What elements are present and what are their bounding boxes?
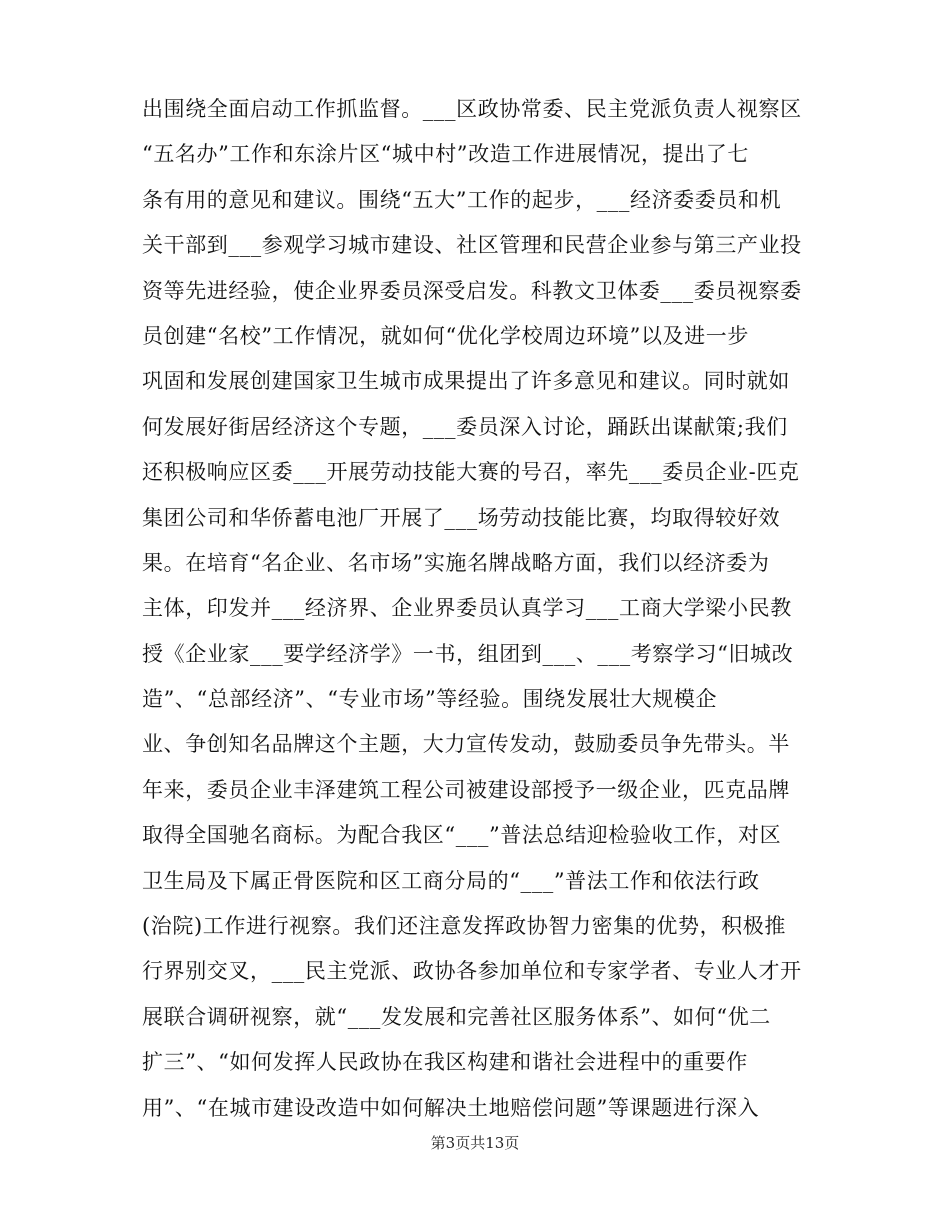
text-line: 出围绕全面启动工作抓监督。___区政协常委、民主党派负责人视察区	[142, 97, 802, 121]
text-line: 展联合调研视察，就“___发发展和完善社区服务体系”、如何“优二	[142, 1004, 771, 1029]
text-line: 年来，委员企业丰泽建筑工程公司被建设部授予一级企业，匹克品牌	[142, 777, 790, 802]
text-line: 还积极响应区委___开展劳动技能大赛的号召，率先___委员企业-匹克	[142, 460, 800, 485]
text-line: 授《企业家___要学经济学》一书，组团到___、___考察学习“旧城改	[142, 641, 794, 666]
text-line: 员创建“名校”工作情况，就如何“优化学校周边环境”以及进一步	[142, 323, 749, 348]
text-line: 业、争创知名品牌这个主题，大力宣传发动，鼓励委员争先带头。半	[142, 732, 790, 757]
text-line: 行界别交叉，___民主党派、政协各参加单位和专家学者、专业人才开	[142, 959, 802, 984]
text-line: “五名办”工作和东涂片区“城中村”改造工作进展情况，提出了七	[142, 142, 749, 167]
text-line: 巩固和发展创建国家卫生城市成果提出了许多意见和建议。同时就如	[142, 369, 790, 394]
text-line: 果。在培育“名企业、名市场”实施名牌战略方面，我们以经济委为	[142, 550, 770, 575]
text-line: 条有用的意见和建议。围绕“五大”工作的起步，___经济委委员和机	[142, 187, 782, 212]
body-paragraph	[142, 87, 822, 1131]
text-line: 用”、“在城市建设改造中如何解决土地赔偿问题”等课题进行深入	[142, 1095, 760, 1120]
text-line: (治院)工作进行视察。我们还注意发挥政协智力密集的优势，积极推	[142, 914, 786, 939]
page-number-footer: 第3页共13页	[430, 1134, 520, 1152]
text-line: 关干部到___参观学习城市建设、社区管理和民营企业参与第三产业投	[142, 233, 802, 258]
text-line: 何发展好街居经济这个专题，___委员深入讨论，踊跃出谋献策;我们	[142, 414, 788, 439]
text-line: 取得全国驰名商标。为配合我区“___”普法总结迎检验收工作，对区	[142, 823, 782, 848]
text-line: 扩三”、“如何发挥人民政协在我区构建和谐社会进程中的重要作	[142, 1050, 748, 1075]
text-line: 集团公司和华侨蓄电池厂开展了___场劳动技能比赛，均取得较好效	[142, 505, 781, 530]
text-line: 造”、“总部经济”、“专业市场”等经验。围绕发展壮大规模企	[142, 687, 718, 712]
text-line: 资等先进经验，使企业界委员深受启发。科教文卫体委___委员视察委	[142, 278, 802, 303]
text-line: 卫生局及下属正骨医院和区工商分局的“___”普法工作和依法行政	[142, 868, 760, 893]
text-line: 主体，印发并___经济界、企业界委员认真学习___工商大学梁小民教	[142, 596, 792, 621]
